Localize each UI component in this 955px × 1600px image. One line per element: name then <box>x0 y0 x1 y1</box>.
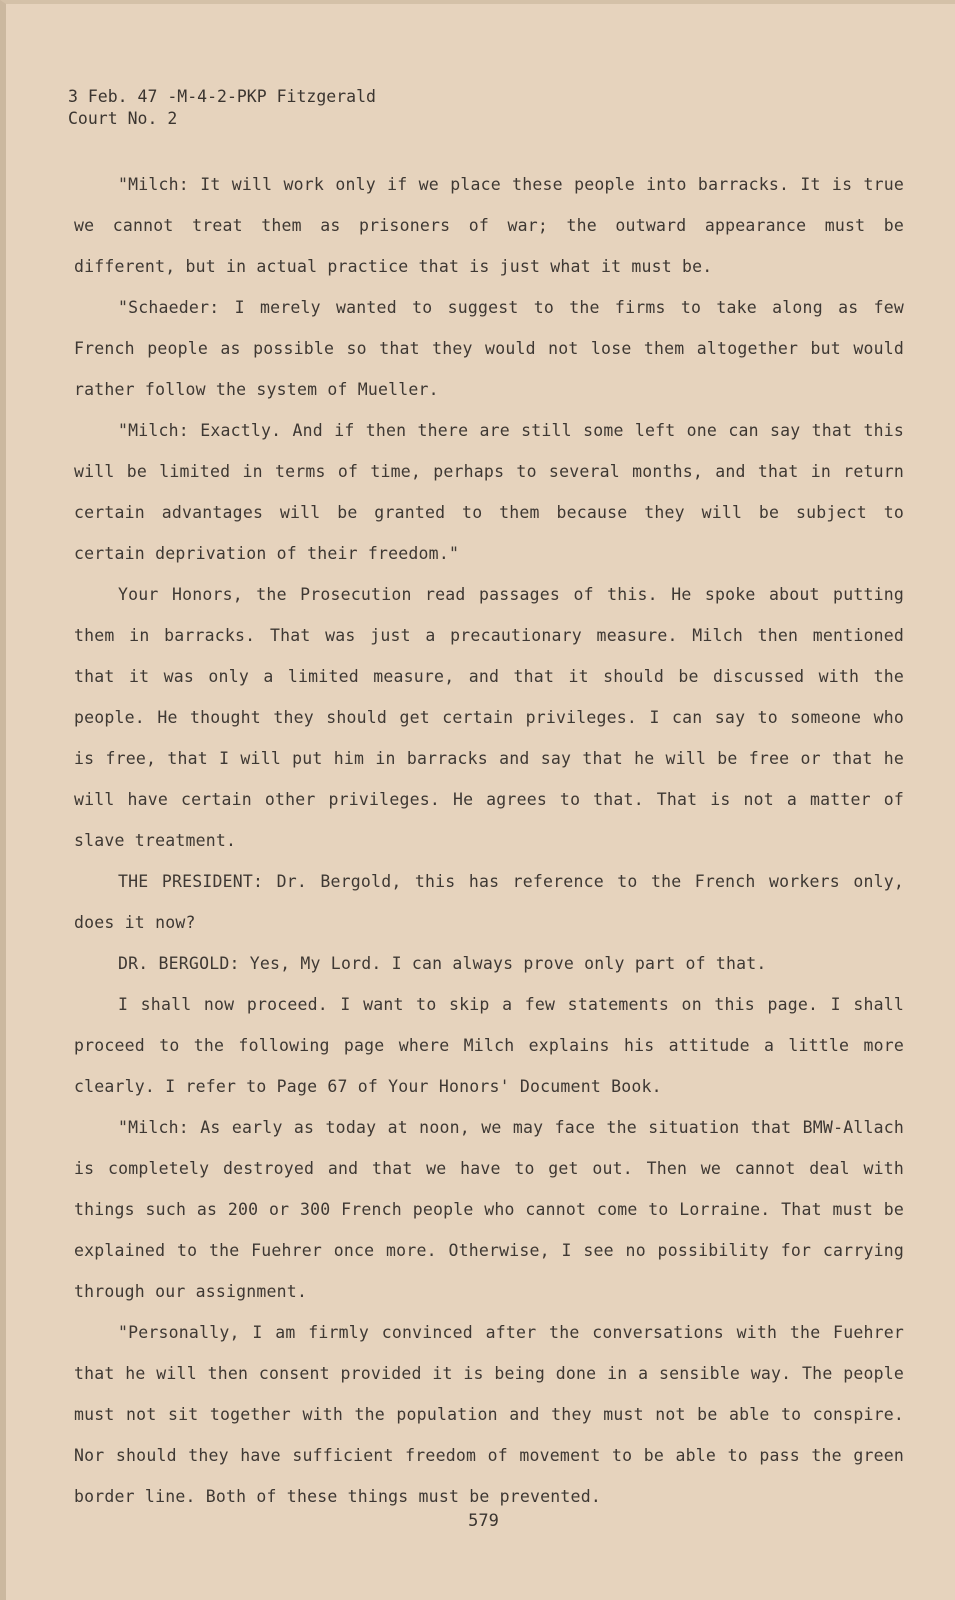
header-reference-line: 3 Feb. 47 -M-4-2-PKP Fitzgerald <box>68 87 376 106</box>
paragraph-milch-bmw: "Milch: As early as today at noon, we may face the situation that BMW-Allach is completely destroyed and that we have to get out. Then we cannot deal with things such as 200 or 300 French people who cannot come to Lorraine. That must be explained to the Fuehrer once more. Otherwise, I see no possibility for carrying through our assignment. <box>74 1118 904 1301</box>
page-number: 579 <box>468 1511 499 1531</box>
paragraph-milch-exactly: "Milch: Exactly. And if then there are still some left one can say that this will be limited in terms of time, perhaps to several months, and that in return certain advantages will be granted to them because they will be subject to certain deprivation of their freedom." <box>74 421 904 563</box>
document-header <box>68 86 376 130</box>
paragraph-proceed: I shall now proceed. I want to skip a few statements on this page. I shall proceed to the following page where Milch explains his attitude a little more clearly. I refer to Page 67 of Your Honors' Document Book. <box>74 995 904 1096</box>
paragraph-milch-barracks: "Milch: It will work only if we place these people into barracks. It is true we cannot treat them as prisoners of war; the outward appearance must be different, but in actual practice that is just what it must be. <box>74 175 904 276</box>
paragraph-schaeder: "Schaeder: I merely wanted to suggest to the firms to take along as few French people as possible so that they would not lose them altogether but would rather follow the system of Mueller. <box>74 298 904 399</box>
document-body <box>74 164 904 1517</box>
paragraph-the-president: THE PRESIDENT: Dr. Bergold, this has reference to the French workers only, does it now? <box>74 872 904 932</box>
header-court-line: Court No. 2 <box>68 109 178 128</box>
paragraph-your-honors: Your Honors, the Prosecution read passages of this. He spoke about putting them in barracks. That was just a precautionary measure. Milch then mentioned that it was only a limited measure, and that it should be discussed with the people. He thought they should get certain privileges. I can say to someone who is free, that I will put him in barracks and say that he will be free or that he will have certain other privileges. He agrees to that. That is not a matter of slave treatment. <box>74 585 904 850</box>
paragraph-personally: "Personally, I am firmly convinced after the conversations with the Fuehrer that he will then consent provided it is being done in a sensible way. The people must not sit together with the population and they must not be able to conspire. Nor should they have sufficient freedom of movement to be able to pass the green border line. Both of these things must be prevented. <box>74 1323 904 1506</box>
paragraph-dr-bergold: DR. BERGOLD: Yes, My Lord. I can always prove only part of that. <box>118 954 767 973</box>
